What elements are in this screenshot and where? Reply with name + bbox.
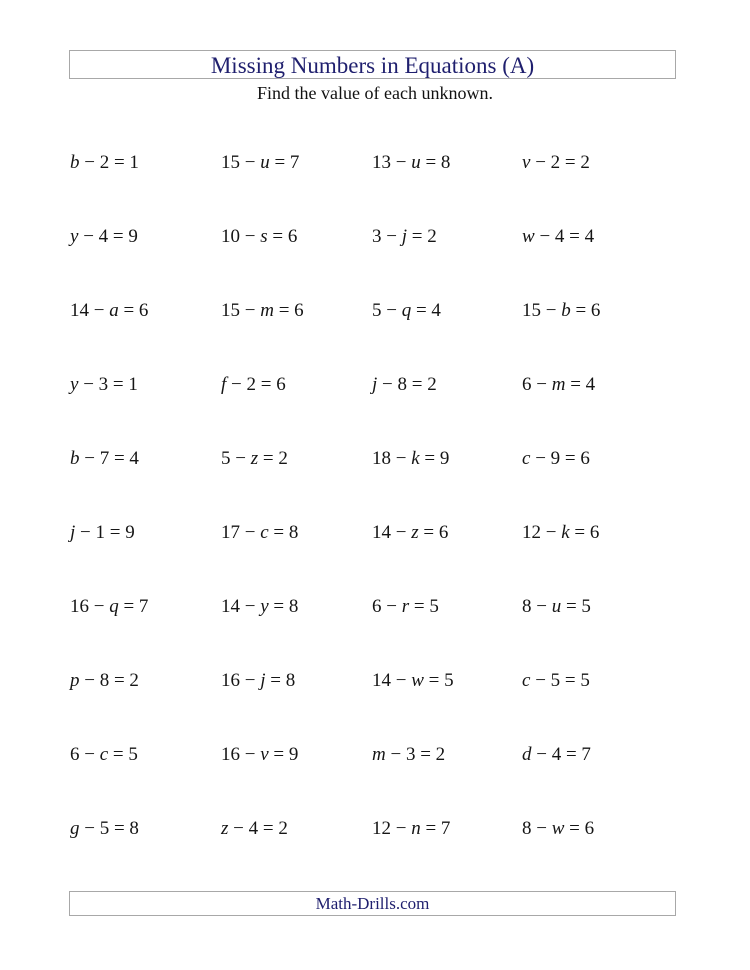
equation: 6 − r = 5: [372, 596, 439, 617]
equation-row: [70, 522, 690, 550]
worksheet-title: Missing Numbers in Equations (A): [210, 53, 535, 78]
equation-row: [70, 744, 690, 772]
equation: c − 9 = 6: [522, 448, 590, 469]
equation: 18 − k = 9: [372, 448, 450, 469]
instructions: Find the value of each unknown.: [257, 83, 493, 103]
equation: 12 − k = 6: [522, 522, 600, 543]
equation: 10 − s = 6: [221, 226, 298, 247]
equation: 15 − b = 6: [522, 300, 601, 321]
equation: 13 − u = 8: [372, 152, 451, 173]
equation: 12 − n = 7: [372, 818, 451, 839]
equation: p − 8 = 2: [70, 670, 139, 691]
equation: 14 − w = 5: [372, 670, 454, 691]
equation: 14 − y = 8: [221, 596, 299, 617]
equation: b − 2 = 1: [70, 152, 139, 173]
equation: 16 − q = 7: [70, 596, 149, 617]
equation: 8 − u = 5: [522, 596, 591, 617]
equation: j − 8 = 2: [372, 374, 437, 395]
equation: d − 4 = 7: [522, 744, 591, 765]
equation: y − 3 = 1: [70, 374, 138, 395]
equation: 15 − u = 7: [221, 152, 300, 173]
equation: z − 4 = 2: [221, 818, 288, 839]
equation: 8 − w = 6: [522, 818, 595, 839]
footer-site: Math-Drills.com: [315, 894, 430, 913]
equation-row: [70, 152, 690, 180]
equation-row: [70, 374, 690, 402]
equation: 17 − c = 8: [221, 522, 299, 543]
equation: 14 − z = 6: [372, 522, 449, 543]
equation-row: [70, 300, 690, 328]
equation: 6 − m = 4: [522, 374, 596, 395]
equation-row: [70, 448, 690, 476]
title-box: [69, 50, 676, 79]
equation: 5 − z = 2: [221, 448, 288, 469]
equation: v − 2 = 2: [522, 152, 590, 173]
equation-row: [70, 670, 690, 698]
equation: m − 3 = 2: [372, 744, 446, 765]
equation: 6 − c = 5: [70, 744, 138, 765]
equation: b − 7 = 4: [70, 448, 139, 469]
equation-row: [70, 818, 690, 846]
equation: j − 1 = 9: [70, 522, 135, 543]
equation: 15 − m = 6: [221, 300, 304, 321]
equation: f − 2 = 6: [221, 374, 286, 395]
equation: g − 5 = 8: [70, 818, 139, 839]
equation: 14 − a = 6: [70, 300, 149, 321]
equation: 16 − j = 8: [221, 670, 296, 691]
equation: w − 4 = 4: [522, 226, 595, 247]
equation: 3 − j = 2: [372, 226, 437, 247]
equation: 5 − q = 4: [372, 300, 441, 321]
equation: 16 − v = 9: [221, 744, 299, 765]
equation-row: [70, 596, 690, 624]
equation: c − 5 = 5: [522, 670, 590, 691]
equation: y − 4 = 9: [70, 226, 138, 247]
equation-row: [70, 226, 690, 254]
footer-box: [69, 891, 676, 916]
